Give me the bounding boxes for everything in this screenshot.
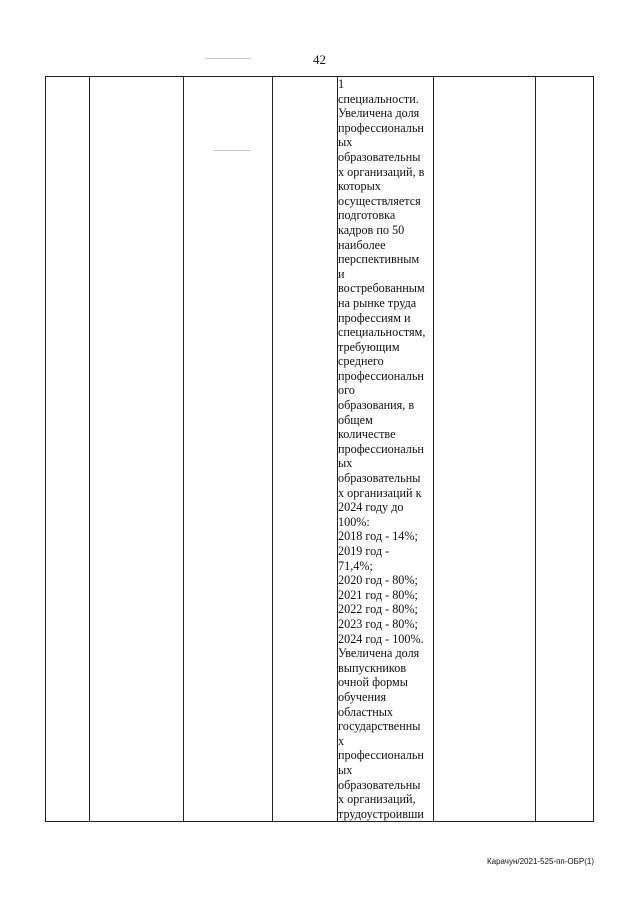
table-cell-empty (90, 77, 184, 822)
table-cell-empty (273, 77, 338, 822)
footer-reference: Карачун/2021-525-пп-ОБР(1) (486, 857, 594, 866)
table-cell-empty (184, 77, 273, 822)
table-cell-empty (46, 77, 90, 822)
table-cell-empty (536, 77, 594, 822)
table-cell-empty (434, 77, 536, 822)
document-table (45, 76, 594, 822)
table-row (46, 77, 594, 822)
table-cell-indicators: 1 специальности. Увеличена доля профессиональн ых образовательны х организаций, в которых осуществляется подготовка кадров по 50 наиболее перспективным и востребованным на рынке труда профессиям и специальностям, требующим среднего профессиональн ого образования, в общем количестве профессиональн ых образовательны х организаций к 2024 году до 100%: 2018 год - 14%; 2019 год - 71,4%; 2020 год - 80%; 2021 год - 80%; 2022 год - 80%; 2023 год - 80%; 2024 год - 100%. Увеличена доля выпускников очной формы обучения областных государственны х профессиональн ых образовательны х организаций, трудоустроивши (338, 77, 434, 822)
page-number: 42 (313, 52, 326, 67)
scan-artifact (205, 58, 251, 59)
